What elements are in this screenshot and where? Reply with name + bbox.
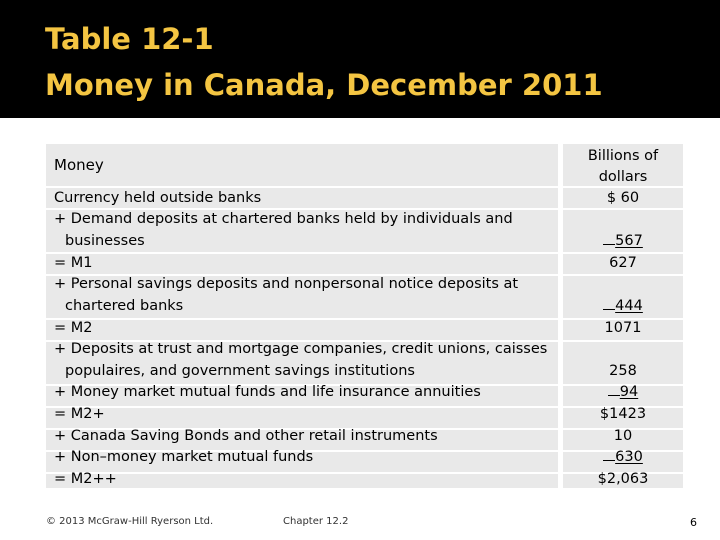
row-savings-bonds: + Canada Saving Bonds and other retail instruments xyxy=(54,428,438,444)
header-value-line1: Billions of xyxy=(587,148,659,164)
header-value-line2: dollars xyxy=(598,169,648,185)
row-cell xyxy=(46,320,558,340)
value-savings-bonds: 10 xyxy=(613,428,633,444)
slide-title-line1: Table 12-1 xyxy=(45,22,214,56)
value-currency: $ 60 xyxy=(606,190,640,206)
value-personal-savings-num: 444 xyxy=(615,298,643,314)
value-m1: 627 xyxy=(609,255,637,271)
value-trust-deposits: 258 xyxy=(609,363,637,379)
value-m2-plus-plus: $2,063 xyxy=(597,471,649,487)
row-demand-deposits-cont: businesses xyxy=(65,233,145,249)
underline-pad xyxy=(603,244,615,245)
value-m2-plus: $1423 xyxy=(599,406,647,422)
row-personal-savings: + Personal savings deposits and nonpersonal notice deposits at xyxy=(54,276,519,292)
value-m2: 1071 xyxy=(604,320,642,336)
footer-copyright: © 2013 McGraw-Hill Ryerson Ltd. xyxy=(46,516,214,527)
footer-chapter: Chapter 12.2 xyxy=(283,516,349,527)
row-m2-plus: = M2+ xyxy=(54,406,105,422)
row-non-money-market: + Non–money market mutual funds xyxy=(54,449,314,465)
row-cell xyxy=(46,408,558,428)
underline-pad xyxy=(608,395,620,396)
value-demand-deposits-num: 567 xyxy=(615,233,643,249)
table-header-billions xyxy=(563,146,683,188)
value-personal-savings xyxy=(563,296,683,318)
row-m1: = M1 xyxy=(54,255,93,271)
underline-pad xyxy=(603,309,615,310)
slide-title-line2: Money in Canada, December 2011 xyxy=(45,68,603,102)
row-personal-savings-cont: chartered banks xyxy=(65,298,184,314)
value-money-market xyxy=(563,382,683,404)
underline-pad xyxy=(603,460,615,461)
value-non-money-market-num: 630 xyxy=(615,449,643,465)
value-money-market-num: 94 xyxy=(619,384,639,400)
row-cell xyxy=(46,474,558,488)
header-label-cell xyxy=(46,144,558,186)
value-demand-deposits xyxy=(563,231,683,253)
row-trust-deposits: + Deposits at trust and mortgage companies, credit unions, caisses xyxy=(54,341,548,357)
title-band xyxy=(0,0,720,118)
table-header-money: Money xyxy=(54,156,104,174)
row-demand-deposits: + Demand deposits at chartered banks held by individuals and xyxy=(54,211,513,227)
row-cell xyxy=(46,254,558,274)
footer-page-number: 6 xyxy=(690,516,697,529)
row-trust-deposits-cont: populaires, and government savings institutions xyxy=(65,363,415,379)
row-money-market: + Money market mutual funds and life insurance annuities xyxy=(54,384,481,400)
row-currency: Currency held outside banks xyxy=(54,190,262,206)
row-m2-plus-plus: = M2++ xyxy=(54,471,117,487)
row-m2: = M2 xyxy=(54,320,93,336)
value-non-money-market xyxy=(563,447,683,469)
